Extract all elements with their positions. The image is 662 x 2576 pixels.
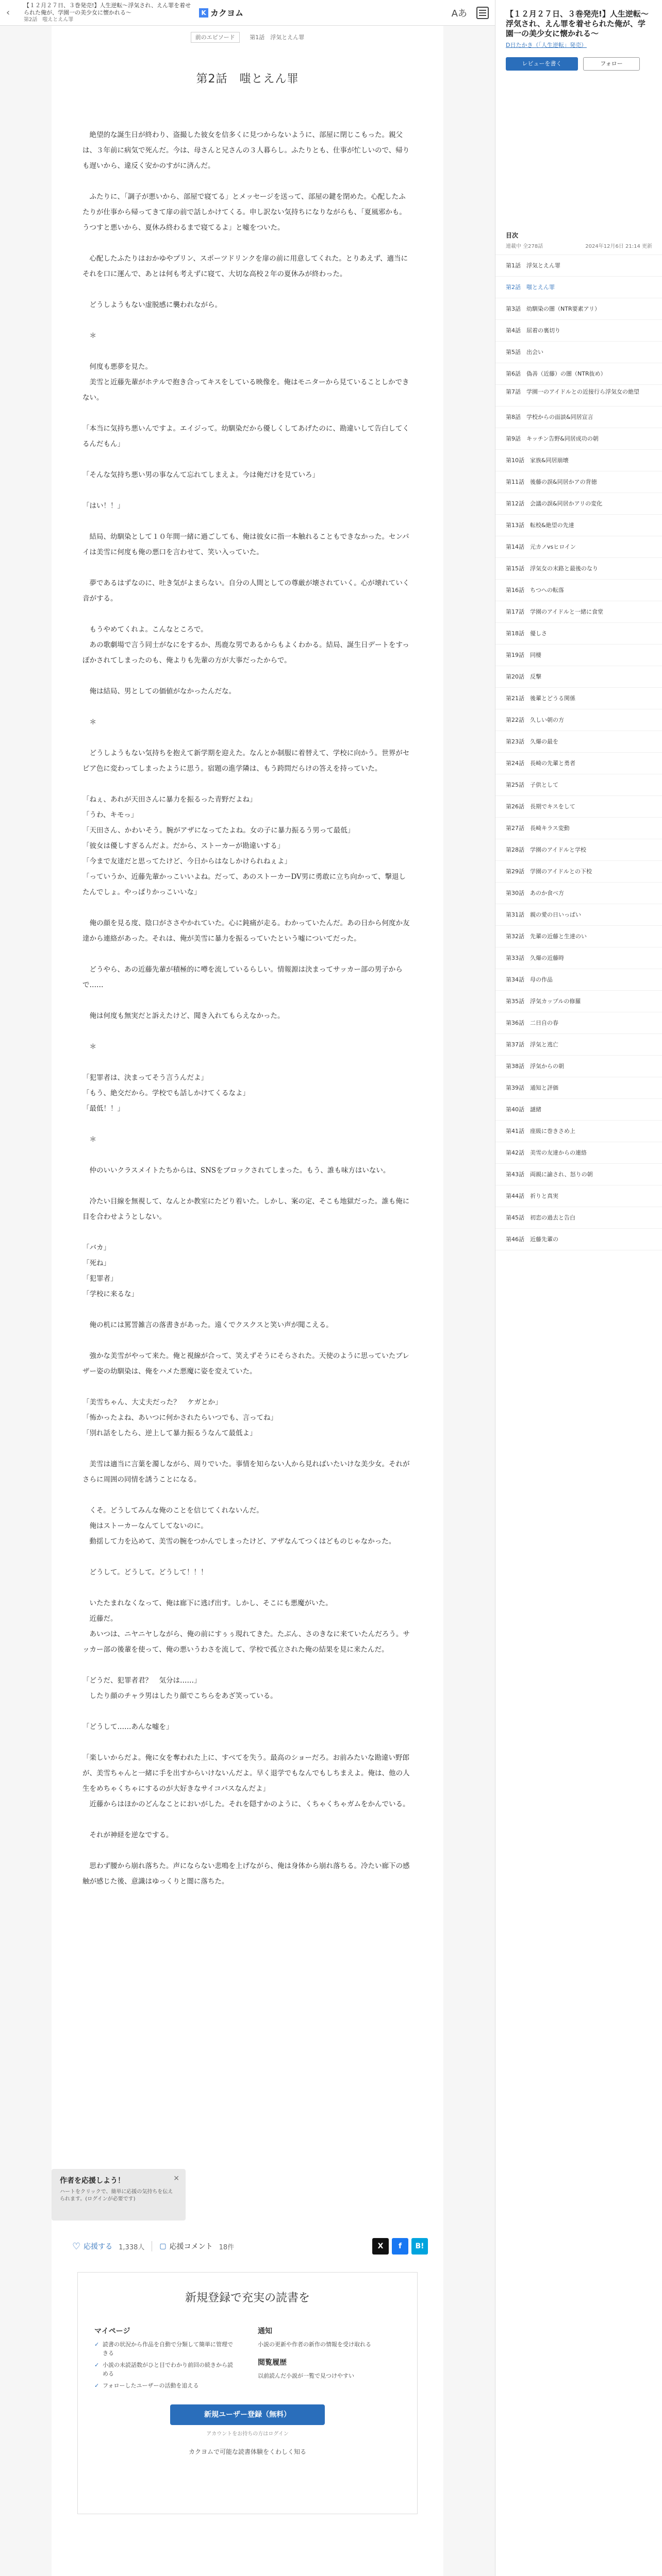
- signup-features: [94, 2326, 401, 2393]
- toc-item[interactable]: 第20話 反撃: [495, 666, 662, 688]
- body-paragraph: 「怖かったよね、あいつに何かされたらいつでも、言ってね」: [82, 1414, 277, 1422]
- body-paragraph: 「っていうか、近藤先輩かっこいいよね。だって、あのストーカーDV男に勇敢に立ち向かって、撃退したんでしょ。やっぱりかっこいいな」: [82, 873, 406, 896]
- toc-item[interactable]: 第24話 長崎の先輩と勇者: [495, 753, 662, 774]
- toc-item[interactable]: 第25話 子供として: [495, 774, 662, 796]
- toc-item[interactable]: 第38話 浮気からの朝: [495, 1056, 662, 1077]
- toc-item[interactable]: 第31話 親の愛の日いっぱい: [495, 904, 662, 926]
- paragraph-gap: [82, 1225, 412, 1240]
- paragraph-gap: [82, 730, 412, 745]
- body-paragraph: 「犯罪者」: [82, 1275, 118, 1283]
- toc-item[interactable]: 第34話 母の作品: [495, 969, 662, 991]
- paragraph-gap: [82, 282, 412, 297]
- body-paragraph: 「美雪ちゃん、大丈夫だった？ ケガとか」: [82, 1398, 222, 1406]
- body-paragraph: 俺の顔を見る度、陰口がささやかれていた。心に鈍痛が走る。わかっていたんだ。あの日から何度か友達から連絡があった。それは、俺が美雪に暴力を振るっていたという嘘についてだった。: [82, 919, 410, 943]
- paragraph-gap: [82, 483, 412, 498]
- toc-item[interactable]: 第12話 会議の誤&同居かアリの変化: [495, 493, 662, 515]
- body-paragraph: どうして。どうして。どうして！！！: [82, 1568, 208, 1577]
- body-paragraph: どうしようもない気持ちを抱えて新学期を迎えた。なんとか制服に着替えて、学校に向かう。世界がセピア色に変わってしまったように思う。宿題の進学隣は、もう跨問だらけの答えを持っていた。: [82, 749, 410, 773]
- feature-history-title: 閲覧履歴: [258, 2359, 287, 2367]
- logo-text: カクヨム: [210, 8, 244, 18]
- body-paragraph: どうしようもない虚脱感に襲われながら。: [82, 301, 222, 309]
- body-paragraph: 「天田さん、かわいそう。腕がアザになってたよね。女の子に暴力振るう男って最低」: [82, 826, 355, 835]
- share-facebook-button[interactable]: f: [392, 2238, 408, 2255]
- paragraph-gap: [82, 1735, 412, 1750]
- episode-body: [52, 86, 443, 1889]
- feature-notify-title: 通知: [258, 2327, 272, 2335]
- paragraph-gap: [82, 1147, 412, 1163]
- toc-item[interactable]: 第4話 屈着の裏切り: [495, 320, 662, 342]
- header-episode-title: 第2話 嗤えとえん罪: [24, 16, 74, 23]
- header-tools: [452, 6, 489, 20]
- body-paragraph: くそ。どうしてみんな俺のことを信じてくれないんだ。: [82, 1506, 263, 1515]
- paragraph-gap: [82, 606, 412, 622]
- body-paragraph: 「楽しいからだよ。俺に女を奪われた上に、すべてを失う。最高のショーだろ。お前みたいな勘違い野郎が、美雪ちゃんと一緒に手を出すからいけないんだよ。早く退学でもなんでもしちまえよ。俺は、他の人生をめちゃくちゃにするのが大好きなサイコパスなんだよ」: [82, 1754, 410, 1793]
- font-settings-button[interactable]: Aあ: [451, 8, 467, 19]
- heart-icon[interactable]: ♡: [72, 2241, 81, 2252]
- cheer-count[interactable]: 1,338人: [119, 2243, 145, 2251]
- body-paragraph: 「今まで友達だと思ってたけど、今日からはなしかけられねぇよ」: [82, 857, 291, 866]
- toc-item[interactable]: 第30話 あのか食べ方: [495, 883, 662, 904]
- toc-item[interactable]: 第37話 浮気と逃亡: [495, 1034, 662, 1056]
- body-paragraph: 俺は何度も無実だと訴えたけど、聞き入れてもらえなかった。: [82, 1012, 285, 1020]
- signup-heading: 新規登録で充実の読書を: [185, 2292, 310, 2304]
- feature-item: ✓ フォローしたユーザーの活動を追える: [94, 2381, 237, 2390]
- toc-item[interactable]: 第1話 浮気とえん罪: [495, 255, 662, 277]
- toc-item[interactable]: 第17話 学園のアイドルと一緒に食堂: [495, 601, 662, 623]
- paragraph-gap: [82, 560, 412, 575]
- paragraph-gap: [82, 668, 412, 684]
- body-paragraph: いたたまれなくなって、俺は廊下に逃げ出す。しかし、そこにも悪魔がいた。: [82, 1599, 333, 1607]
- site-logo[interactable]: [199, 7, 243, 19]
- body-paragraph: 「どうして……あんな嘘を」: [82, 1723, 173, 1731]
- paragraph-gap: [82, 1055, 412, 1070]
- header-work-title[interactable]: 【１２月２７日、３巻発売!】人生逆転〜浮気され、えん罪を着せられた俺が、学園一の美少女に懐かれる〜: [24, 2, 191, 16]
- paragraph-gap: [82, 514, 412, 529]
- paragraph-gap: [82, 1333, 412, 1348]
- body-paragraph: どうやら、あの近藤先輩が積極的に噂を流しているらしい。情報源は決まってサッカー部の男子からで……: [82, 965, 403, 989]
- body-paragraph: 思わず腰から崩れ落ちた。声にならない悲鳴を上げながら、俺は身体から崩れ落ちる。冷たい廊下の感触が感じた後、意識はゆっくりと闇に落ちた。: [82, 1862, 410, 1886]
- paragraph-gap: [82, 1812, 412, 1827]
- body-paragraph: 仲のいいクラスメイトたちからは、SNSをブロックされてしまった。もう、誰も味方はいない。: [82, 1166, 390, 1175]
- sidebar: [495, 0, 662, 2576]
- toc-item[interactable]: 第23話 久爆の最を: [495, 731, 662, 753]
- paragraph-gap: [82, 235, 412, 251]
- logo-mark-icon: K: [199, 8, 208, 18]
- body-paragraph: 「ねぇ、あれが天田さんに暴力を振るった青野だよね」: [82, 795, 257, 804]
- body-paragraph: 「死ね」: [82, 1259, 110, 1267]
- login-link[interactable]: アカウントをお持ちの方はログイン: [206, 2431, 289, 2437]
- body-paragraph: 心配したふたりはおかゆやプリン、スポーツドリンクを扉の前に用意してくれた。とりあえず、適当にそれを口に運んで、あとは何も考えずに寝て、大切な高校２年の夏休みが終わった。: [82, 255, 408, 278]
- body-paragraph: 「そんな気持ち悪い男の事なんて忘れてしまえよ。今は俺だけを見ていろ」: [82, 471, 319, 479]
- body-paragraph: 近藤だ。: [82, 1615, 118, 1623]
- feature-mypage-title: マイページ: [94, 2327, 130, 2335]
- body-paragraph: 美雪と近藤先輩がホテルで抱き合ってキスをしている映像を。俺はモニターから見ていることしかできない。: [82, 378, 409, 402]
- body-paragraph: ふたりに、「調子が悪いから、部屋で寝てる」とメッセージを送って、部屋の鍵を閉めた。心配したふたりが仕事から帰ってきて扉の前で話しかけてくる。申し訳ない気持ちになりながらも、「夏風邪かも。うつすと悪いから、夏休み終わるまで寝てるよ」と嘘をついた。: [82, 193, 406, 232]
- body-paragraph: したり顔のチャラ男はしたり顔でこちらをあざ笑っている。: [82, 1692, 277, 1700]
- body-paragraph: 動揺して力を込めて、美雪の腕をつかんでしまったけど、アザなんてつくはどものじゃなかった。: [82, 1537, 396, 1546]
- paragraph-gap: [82, 1580, 412, 1596]
- menu-icon[interactable]: [476, 7, 489, 19]
- body-paragraph: 「うわ、キモっ」: [82, 811, 138, 819]
- sidebar-buttons: [506, 57, 652, 71]
- cheer-button[interactable]: 応援する: [84, 2243, 113, 2251]
- body-paragraph: 絶望的な誕生日が終わり、盗撮した彼女を信多くに見つからないように、部屋に閉じこもった。親父は、３年前に病気で死んだ。今は、母さんと兄さんの３人暮らし。ふたりとも、仕事が忙しいので、帰りも遅いから、違反く安かのすがに済んだ。: [82, 131, 410, 170]
- toc-item[interactable]: 第18話 優しさ: [495, 623, 662, 645]
- paragraph-gap: [82, 344, 412, 359]
- body-paragraph: 俺の机には罵詈雑言の落書きがあった。遠くでクスクスと笑い声が聞こえる。: [82, 1321, 333, 1329]
- sidebar-work-title[interactable]: 【１２月２７日、３巻発売!】人生逆転〜浮気され、えん罪を着せられた俺が、学園一の美少女に懐かれる〜: [506, 9, 649, 38]
- current-episode-label: 第1話 浮気とえん罪: [250, 34, 305, 41]
- toc-item[interactable]: 第43話 両親に諭され、怒りの朝: [495, 1164, 662, 1185]
- body-paragraph: 強かな美雪がやって来た。俺と視線が合って、笑えずそうにそらされた。天使のように思っていたブレザー姿の幼馴染は、俺をハメた悪魔に姿を変えていた。: [82, 1352, 409, 1376]
- body-paragraph: もうやめてくれよ。こんなところで。: [82, 625, 208, 634]
- paragraph-gap: [82, 1843, 412, 1858]
- paragraph-gap: [82, 1302, 412, 1317]
- paragraph-gap: [82, 993, 412, 1008]
- review-button[interactable]: レビューを書く: [506, 57, 578, 71]
- toc-item[interactable]: 第6話 偽善（近藤）の闇（NTR抜め）: [495, 363, 662, 385]
- toc-meta: [495, 240, 662, 255]
- toc-item[interactable]: 第27話 長崎キラス変動: [495, 818, 662, 839]
- body-paragraph: 「もう、絶交だから。学校でも話しかけてくるなよ」: [82, 1089, 250, 1097]
- toc-item[interactable]: 第26話 長期でキスをして: [495, 796, 662, 818]
- toc-item[interactable]: 第15話 浮気女の末路と最後のなり: [495, 558, 662, 580]
- register-button[interactable]: 新規ユーザー登録（無料）: [170, 2404, 325, 2425]
- paragraph-gap: [82, 1116, 412, 1132]
- body-paragraph: 俺はストーカーなんてしてないのに。: [82, 1522, 208, 1530]
- paragraph-gap: [82, 699, 412, 715]
- toc-status: 連載中 全278話: [506, 244, 543, 249]
- toc-item[interactable]: 第42話 美雪の友達からの連絡: [495, 1142, 662, 1164]
- body-paragraph: 冷たい目線を無視して、なんとか教室にたどり着いた。しかし、案の定、そこも地獄だった。誰も俺に目を合わせようとしない。: [82, 1197, 410, 1221]
- paragraph-gap: [82, 900, 412, 916]
- top-header: [0, 0, 495, 26]
- feature-history-text: 以前読んだ小説が一覧で見つけやすい: [258, 2372, 354, 2379]
- toc-item[interactable]: 第46話 近藤先輩の: [495, 1229, 662, 1250]
- paragraph-gap: [82, 174, 412, 189]
- share-x-button[interactable]: X: [372, 2238, 389, 2255]
- paragraph-gap: [82, 1178, 412, 1194]
- toc-item[interactable]: 第3話 幼馴染の闇（NTR要素アリ）: [495, 298, 662, 320]
- paragraph-gap: [82, 1379, 412, 1395]
- toc-item[interactable]: 第16話 ちつへの転落: [495, 580, 662, 601]
- feature-item: ✓ 小説の未読話数がひと目でわかり前回の続きから読める: [94, 2361, 237, 2378]
- body-paragraph: 夢であるはずなのに、吐き気がよまらない。自分の人間としての尊厳が壊されていく。心が壊れていく音がする。: [82, 579, 410, 603]
- toc-item[interactable]: 第45話 初恋の過去と告白: [495, 1207, 662, 1229]
- share-hatena-button[interactable]: B!: [411, 2238, 428, 2255]
- toc-item[interactable]: 第7話 学園一のアイドルとの近接行ら浮気女の絶望: [495, 385, 662, 406]
- sidebar-author-link[interactable]: D日たかき（「人生逆転」発売）: [506, 42, 587, 48]
- comment-icon: ▢: [159, 2242, 167, 2250]
- toc-item[interactable]: 第19話 同棲: [495, 645, 662, 666]
- paragraph-gap: [82, 313, 412, 328]
- body-paragraph: 近藤からはほかのどんなことにおいがした。それを隠すかのように、くちゃくちゃガムをかんでいる。: [82, 1800, 410, 1808]
- feature-mypage: [94, 2326, 237, 2393]
- body-paragraph: 美雪は適当に言葉を濁しながら、周りでいた。事情を知らない人から見ればいたいけな美少女。それがさらに周囲の同情を誘うことになる。: [82, 1460, 410, 1484]
- body-paragraph: 「彼女は優しすぎるんだよ。だから、ストーカーが勘違いする」: [82, 842, 285, 850]
- prev-episode-link[interactable]: 前のエピソード: [191, 32, 240, 43]
- toc-item[interactable]: 第40話 謎緒: [495, 1099, 662, 1121]
- toc-item[interactable]: 第22話 久しい朝の方: [495, 709, 662, 731]
- back-arrow-icon[interactable]: ‹: [6, 7, 10, 18]
- toc-item[interactable]: 第21話 後輩とどうる関係: [495, 688, 662, 709]
- toc-item[interactable]: 第35話 浮気カップルの修羅: [495, 991, 662, 1012]
- paragraph-gap: [82, 1704, 412, 1719]
- paragraph-gap: [82, 1487, 412, 1503]
- support-popup: [52, 2169, 186, 2221]
- body-paragraph: 「最低！！」: [82, 1105, 124, 1113]
- toc-item[interactable]: 第41話 座級に巻きさめ上: [495, 1121, 662, 1142]
- sidebar-work-info: [495, 0, 662, 71]
- share-buttons: [372, 2238, 428, 2255]
- toc-item[interactable]: 第5話 出会い: [495, 342, 662, 363]
- toc-item[interactable]: 第9話 キッチン告野&同居成功の朝: [495, 428, 662, 450]
- body-paragraph: ＊: [82, 332, 96, 340]
- toc-item[interactable]: 第39話 通知と評価: [495, 1077, 662, 1099]
- feature-notify: [258, 2326, 401, 2393]
- paragraph-gap: [82, 452, 412, 467]
- paragraph-gap: [82, 776, 412, 792]
- toc-title: 目次: [506, 232, 519, 239]
- support-popup-text: ハートをクリックで、簡単に応援の気持ちを伝えられます。(ログインが必要です): [60, 2189, 173, 2202]
- toc-item[interactable]: 第29話 学園のアイドルとの下校: [495, 861, 662, 883]
- body-paragraph: 俺は結局、男としての価値がなかったんだな。: [82, 687, 236, 696]
- body-paragraph: 「バカ」: [82, 1244, 110, 1252]
- body-paragraph: 「別れ話をしたら、逆上して暴力振るうなんて最低よ」: [82, 1429, 257, 1437]
- body-paragraph: ＊: [82, 1043, 96, 1051]
- paragraph-gap: [82, 1024, 412, 1039]
- signup-box: [77, 2272, 418, 2514]
- body-paragraph: ＊: [82, 718, 96, 726]
- comment-link[interactable]: 応援コメント: [169, 2243, 213, 2251]
- header-title-block: [24, 2, 194, 24]
- body-paragraph: 「本当に気持ち悪いんですよ。エイジって。幼馴染だから優しくしてあげたのに、勘違いして告白してくるんだもん」: [82, 425, 409, 448]
- close-icon[interactable]: ×: [173, 2174, 179, 2182]
- toc-item[interactable]: 第11話 後藤の誤&同居かアの背徳: [495, 471, 662, 493]
- toc-item[interactable]: 第8話 学校からの面談&同居宣言: [495, 406, 662, 428]
- follow-button[interactable]: フォロー: [583, 57, 640, 71]
- action-bar: [72, 2236, 428, 2257]
- body-paragraph: 何度も悪夢を見た。: [82, 363, 152, 371]
- paragraph-gap: [82, 1441, 412, 1456]
- body-paragraph: 結局、幼馴染として１０年間一緒に過ごしても、俺は彼女に指一本触れることもできなかった。センパイは美雪に何度も俺の悪口を言わせて、笑い入っていた。: [82, 533, 409, 556]
- toc-item[interactable]: 第44話 祈りと真実: [495, 1185, 662, 1207]
- toc-item[interactable]: 第32話 先輩の近藤と生達のい: [495, 926, 662, 947]
- support-popup-title: 作者を応援しよう！: [60, 2177, 125, 2185]
- toc-updated: 2024年12月6日 21:14 更新: [585, 244, 652, 249]
- paragraph-gap: [82, 946, 412, 962]
- body-paragraph: 「はい！！」: [82, 502, 124, 510]
- episode-title: 第2話 嗤とえん罪: [196, 73, 299, 86]
- learn-more-link[interactable]: カクヨムで可能な読書体験をくわしく知る: [188, 2448, 306, 2455]
- toc-item[interactable]: 第13話 転校&絶望の先達: [495, 515, 662, 536]
- body-paragraph: 「学校に来るな」: [82, 1290, 138, 1298]
- body-paragraph: ＊: [82, 1136, 96, 1144]
- feature-item: ✓ 読書の状況から作品を自動で分類して簡単に管理できる: [94, 2340, 237, 2358]
- toc-item[interactable]: 第33話 久爆の近藤時: [495, 947, 662, 969]
- body-paragraph: 「どうだ、犯罪者君？ 気分は……」: [82, 1676, 201, 1685]
- paragraph-gap: [82, 405, 412, 421]
- toc-item[interactable]: 第2話 嗤とえん罪: [495, 277, 662, 298]
- body-paragraph: あの歌劇場で言う同士がなにをするか、馬鹿な男であるからもよくわかる。結局、誕生日デートをすっぽかされてしまったのも、俺よりも先輩の方が大事だったからで。: [82, 641, 409, 665]
- toc-item[interactable]: 第14話 元カノvsヒロイン: [495, 536, 662, 558]
- comment-count[interactable]: 18件: [219, 2243, 235, 2251]
- toc-item[interactable]: 第10話 家族&同居崩壊: [495, 450, 662, 471]
- feature-notify-text: 小説の更新や作者の新作の情報を受け取れる: [258, 2341, 371, 2348]
- episode-nav: [52, 26, 443, 41]
- toc-item[interactable]: 第36話 二日自の春: [495, 1012, 662, 1034]
- paragraph-gap: [82, 1657, 412, 1673]
- body-paragraph: あいつは、ニヤニヤしながら、俺の前にすぅぅ現れてきた。たぶん、さのきなに来ていたんだろう。サッカー部の後輩を使って、俺の悪いうわさを流して、学校で孤立された俺の結果を見に来たんだ。: [82, 1630, 410, 1654]
- body-paragraph: それが神経を逆なでする。: [82, 1831, 173, 1839]
- toc-item[interactable]: 第28話 学園のアイドルと学校: [495, 839, 662, 861]
- body-paragraph: 「犯罪者は、決まってそう言うんだよ」: [82, 1074, 208, 1082]
- table-of-contents: [495, 231, 662, 1250]
- paragraph-gap: [82, 1549, 412, 1565]
